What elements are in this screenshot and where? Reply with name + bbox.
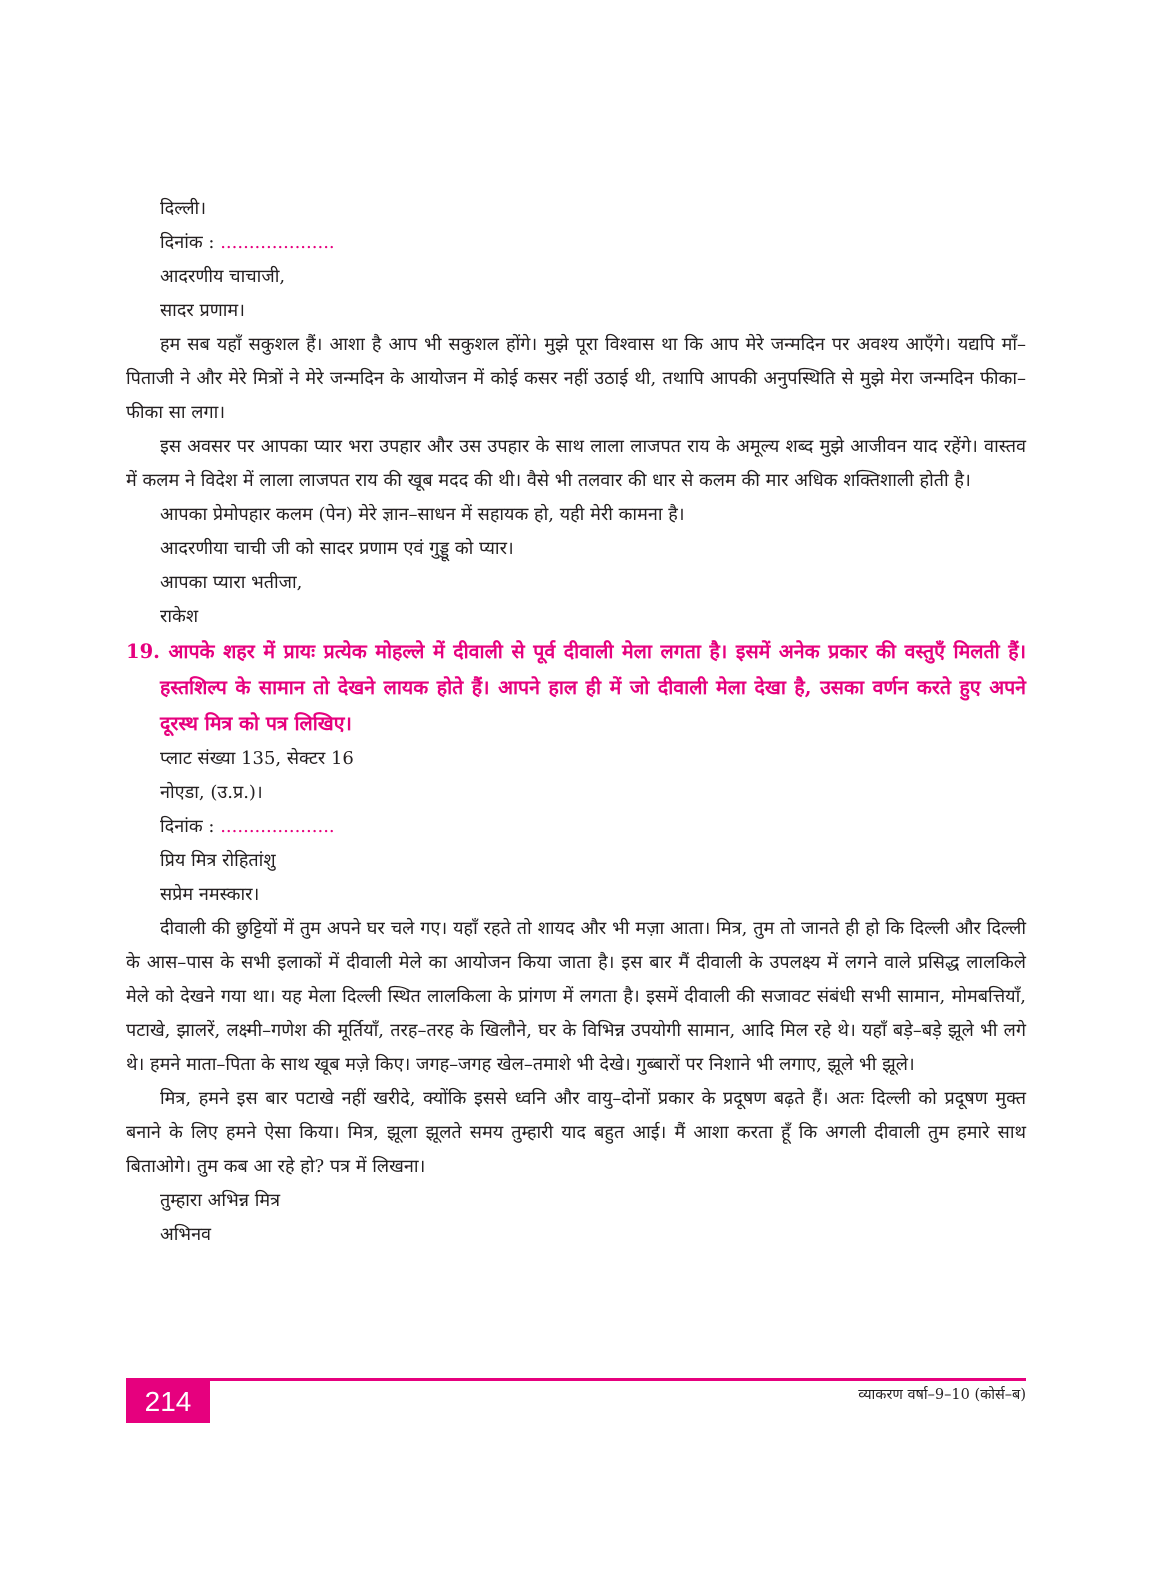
letter2-salutation: प्रिय मित्र रोहितांशु: [160, 850, 276, 871]
letter1-paragraph: आपका प्रेमोपहार कलम (पेन) मेरे ज्ञान–साधन में सहायक हो, यही मेरी कामना है।: [160, 504, 685, 525]
letter2-signature: अभिनव: [160, 1224, 212, 1245]
letter1-closing: आपका प्यारा भतीजा,: [160, 572, 303, 593]
letter1-signature: राकेश: [160, 606, 199, 627]
letter2-paragraph: मित्र, हमने इस बार पटाखे नहीं खरीदे, क्योंकि इससे ध्वनि और वायु–दोनों प्रकार के प्रदूषण बढ़ते हैं। अतः दिल्ली को प्रदूषण मुक्त बनाने के लिए हमने ऐसा किया। मित्र, झूला झूलते समय तुम्हारी याद बहुत आई। मैं आशा करता हूँ कि अगली दीवाली तुम हमारे साथ बिताओगे। तुम कब आ रहे हो? पत्र में लिखना।: [126, 1088, 1026, 1177]
letter2-date-label: दिनांक :: [160, 816, 215, 837]
letter2-paragraph: दीवाली की छुट्टियों में तुम अपने घर चले गए। यहाँ रहते तो शायद और भी मज़ा आता। मित्र, तुम तो जानते ही हो कि दिल्ली और दिल्ली के आस–पास के सभी इलाकों में दीवाली मेले का आयोजन किया जाता है। इस बार मैं दीवाली के उपलक्ष्य में लगने वाले प्रसिद्ध लालकिले मेले को देखने गया था। यह मेला दिल्ली स्थित लालकिला के प्रांगण में लगता है। इसमें दीवाली की सजावट संबंधी सभी सामान, मोमबत्तियाँ, पटाखे, झालरें, लक्ष्मी–गणेश की मूर्तियाँ, तरह–तरह के खिलौने, घर के विभिन्न उपयोगी सामान, आदि मिल रहे थे। यहाँ बड़े–बड़े झूले भी लगे थे। हमने माता–पिता के साथ खूब मज़े किए। जगह–जगह खेल–तमाशे भी देखे। गुब्बारों पर निशाने भी लगाए, झूले भी झूले।: [126, 918, 1026, 1075]
letter1-salutation: आदरणीय चाचाजी,: [160, 266, 286, 287]
letter2-address-line: प्लाट संख्या 135, सेक्टर 16: [160, 748, 354, 769]
footer-rule: [126, 1378, 1026, 1381]
letter1-paragraph: इस अवसर पर आपका प्यार भरा उपहार और उस उपहार के साथ लाला लाजपत राय के अमूल्य शब्द मुझे आजीवन याद रहेंगे। वास्तव में कलम ने विदेश में लाला लाजपत राय की खूब मदद की थी। वैसे भी तलवार की धार से कलम की मार अधिक शक्तिशाली होती है।: [126, 436, 1026, 491]
page-number: 214: [126, 1381, 210, 1423]
letter1-date-label: दिनांक :: [160, 232, 215, 253]
letter1-paragraph: आदरणीया चाची जी को सादर प्रणाम एवं गुड्डू को प्यार।: [160, 538, 514, 559]
letter2-greeting: सप्रेम नमस्कार।: [160, 884, 260, 905]
letter1-city: दिल्ली।: [160, 198, 207, 219]
letter2-date-line: [126, 810, 1026, 844]
letter2-closing: तुम्हारा अभिन्न मित्र: [160, 1190, 281, 1211]
footer-book-title: व्याकरण वर्षा–9–10 (कोर्स–ब): [858, 1387, 1026, 1403]
letter2-address-line: नोएडा, (उ.प्र.)।: [160, 782, 263, 803]
letter1-paragraph: हम सब यहाँ सकुशल हैं। आशा है आप भी सकुशल होंगे। मुझे पूरा विश्वास था कि आप मेरे जन्मदिन पर अवश्य आएँगे। यद्यपि माँ–पिताजी ने और मेरे मित्रों ने मेरे जन्मदिन के आयोजन में कोई कसर नहीं उठाई थी, तथापि आपकी अनुपस्थिति से मुझे मेरा जन्मदिन फीका–फीका सा लगा।: [126, 334, 1026, 423]
letter1-date-dots: ....................: [214, 232, 335, 253]
letter2-date-dots: ....................: [214, 816, 335, 837]
letter-to-uncle: [126, 192, 1026, 1252]
letter1-date-line: [126, 226, 1026, 260]
question-19: 19. आपके शहर में प्रायः प्रत्येक मोहल्ले में दीवाली से पूर्व दीवाली मेला लगता है। इसमें अनेक प्रकार की वस्तुएँ मिलती हैं। हस्तशिल्प के सामान तो देखने लायक होते हैं। आपने हाल ही में जो दीवाली मेला देखा है, उसका वर्णन करते हुए अपने दूरस्थ मित्र को पत्र लिखिए।: [126, 640, 1026, 735]
letter1-greeting: सादर प्रणाम।: [160, 300, 245, 321]
